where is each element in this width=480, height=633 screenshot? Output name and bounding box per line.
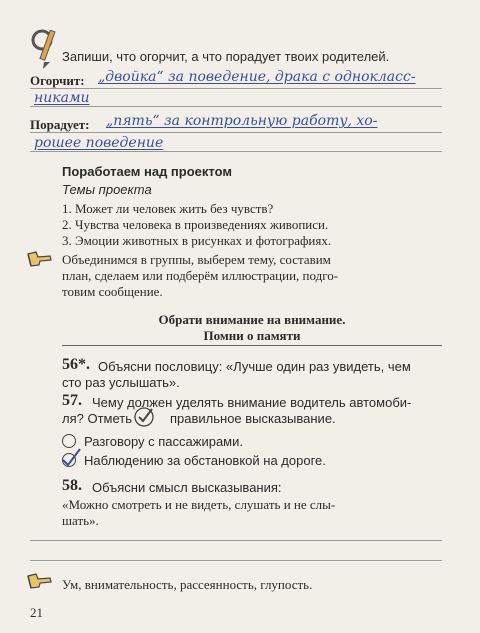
- please-label: Порадует:: [30, 117, 90, 132]
- task58-number: 58.: [62, 477, 82, 494]
- topic-item: 1. Может ли человек жить без чувств?: [62, 201, 274, 216]
- group-text-line3: товим сообщение.: [62, 284, 163, 299]
- pencil-icon: [30, 26, 56, 70]
- answer-rule: [30, 132, 442, 133]
- task57-number: 57.: [62, 392, 82, 409]
- footer-words: Ум, внимательность, рассеянность, глупость.: [62, 577, 313, 592]
- task57-text-line1: Чему должен уделять внимание водитель автомоби-: [92, 395, 412, 410]
- answer-rule: [30, 106, 442, 107]
- task57-text-line2a: ля? Отметь: [62, 411, 132, 426]
- project-subheading: Темы проекта: [62, 182, 152, 197]
- task58-quote-line1: «Можно смотреть и не видеть, слушать и не слы-: [62, 497, 336, 512]
- checkmark-icon: [133, 406, 155, 428]
- answer-rule: [30, 88, 442, 89]
- topic-item: 3. Эмоции животных в рисунках и фотографиях.: [62, 233, 332, 248]
- option-label: Наблюдению за обстановкой на дороге.: [84, 453, 326, 468]
- task56-text-line2: сто раз услышать».: [62, 375, 180, 390]
- group-text-line2: план, сделаем или подберём иллюстрации, подго-: [62, 268, 339, 283]
- task1-prompt: Запиши, что огорчит, а что порадует твоих родителей.: [62, 49, 390, 64]
- task56-number: 56*.: [62, 356, 90, 373]
- project-heading: Поработаем над проектом: [62, 164, 232, 179]
- task58-quote-line2: шать».: [62, 513, 99, 528]
- section-title-line2: Помни о памяти: [203, 328, 301, 343]
- answer-rule: [30, 540, 442, 541]
- section-title-line1: Обрати внимание на внимание.: [158, 312, 346, 327]
- group-text-line1: Объединимся в группы, выберем тему, составим: [62, 252, 331, 267]
- topic-item: 2. Чувства человека в произведениях живописи.: [62, 217, 329, 232]
- option-radio[interactable]: [62, 434, 76, 448]
- hand-pointer-icon: [26, 570, 54, 592]
- upset-answer-line1: „двойка“ за поведение, драка с однокласс-: [98, 69, 416, 85]
- please-answer-line1: „пять“ за контрольную работу, хо-: [106, 113, 378, 129]
- page-number: 21: [30, 605, 43, 620]
- answer-rule: [30, 151, 442, 152]
- upset-answer-line2: никами: [34, 90, 90, 106]
- handwritten-check-icon: [60, 447, 82, 469]
- hand-pointer-icon: [26, 248, 54, 270]
- please-answer-line2: рошее поведение: [34, 135, 164, 151]
- answer-rule: [30, 560, 442, 561]
- task57-text-line2b: правильное высказывание.: [170, 411, 336, 426]
- task56-text-line1: Объясни пословицу: «Лучше один раз увидеть, чем: [98, 359, 411, 374]
- option-label: Разговору с пассажирами.: [84, 434, 243, 449]
- task58-text-line1: Объясни смысл высказывания:: [92, 480, 282, 495]
- upset-label: Огорчит:: [30, 73, 85, 88]
- section-divider: [62, 345, 442, 346]
